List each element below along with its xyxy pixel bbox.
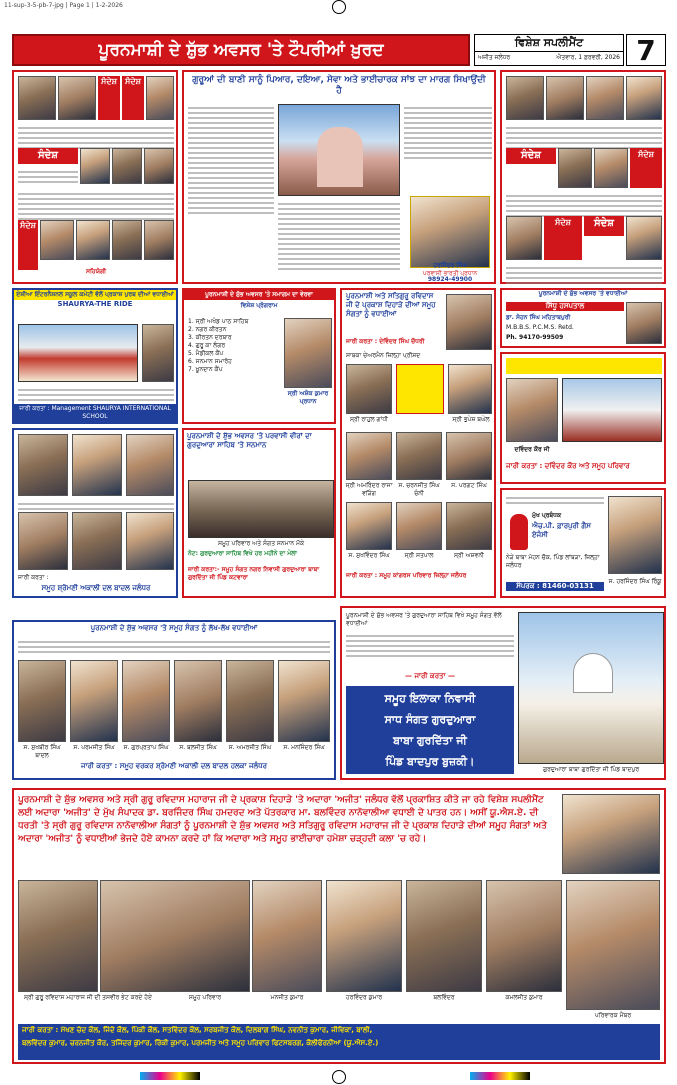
featured-portrait bbox=[410, 196, 490, 268]
right-sandesh-block bbox=[500, 70, 666, 284]
congress-heading: ਪੂਰਨਮਾਸ਼ੀ ਅਤੇ ਸਤਿਗੁਰੂ ਰਵਿਦਾਸ ਜੀ ਦੇ ਪ੍ਰਕਾਸ਼ ਦਿਹਾੜੇ ਦੀਆਂ ਸਮੂਹ ਸੰਗਤਾਂ ਨੂੰ ਵਧਾਈਆਂ bbox=[346, 292, 436, 318]
temple-photo bbox=[278, 104, 400, 196]
left-mid-block bbox=[12, 428, 178, 598]
portrait-photo bbox=[626, 76, 662, 120]
sangat-line: ਬਾਬਾ ਗੁਰਦਿੱਤਾ ਜੀ bbox=[393, 734, 467, 747]
featured-title: ਪਰਵਾਸੀ ਭਾਰਤੀ ਪ੍ਰਧਾਨ bbox=[422, 270, 478, 277]
portrait-photo bbox=[40, 220, 74, 260]
portrait-photo bbox=[72, 434, 122, 496]
sandesh-tag: ਸੰਦੇਸ਼ bbox=[122, 76, 144, 120]
portrait-photo bbox=[396, 502, 442, 550]
bottom-issuer-line: ਬਲਵਿੰਦਰ ਕੁਮਾਰ, ਚਰਨਜੀਤ ਕੌਰ, ਤਜਿੰਦਰ ਕੁਮਾਰ, ਰਿੰਕੀ ਕੁਮਾਰ, ਪਰਮਜੀਤ ਅਤੇ ਸਮੂਹ ਪਰਿਵਾਰ ਫਿਟਸਬਰਗ, ਕੈਲੀਫੋਰਨੀਆ (ਯੂ.ਐਸ.ਏ.) bbox=[22, 1039, 379, 1047]
sangat-issuer-box bbox=[346, 686, 514, 774]
portrait-photo bbox=[346, 364, 392, 414]
portrait-photo bbox=[446, 502, 492, 550]
sandesh-tag: ਸੰਦੇਸ਼ bbox=[630, 148, 662, 188]
sandesh-tag: ਸੰਦੇਸ਼ bbox=[18, 220, 38, 270]
portrait-photo bbox=[70, 660, 118, 742]
event-subheading: ਵਿਸ਼ੇਸ਼ ਪ੍ਰੋਗਰਾਮ bbox=[240, 302, 278, 309]
sangat-intro: ਪੂਰਨਮਾਸ਼ੀ ਦੇ ਸ਼ੁੱਭ ਅਵਸਰ 'ਤੇ ਗੁਰਦੁਆਰਾ ਸਾਹਿਬ ਵਿਖੇ ਸਮੂਹ ਸੰਗਤ ਵੱਲੋਂ ਵਧਾਈਆਂ bbox=[346, 612, 502, 627]
doctor-ad bbox=[500, 288, 666, 348]
story-text bbox=[278, 200, 400, 273]
portrait-caption: ਸ. ਗੁਰਪ੍ਰਤਾਪ ਸਿੰਘ bbox=[123, 744, 169, 751]
building-photo bbox=[562, 378, 662, 442]
portrait-caption: ਸ੍ਰੀ ਸਤਪਾਲ bbox=[404, 552, 434, 559]
gurdwara-photo bbox=[518, 612, 664, 764]
left-mid-footer: ਸਮੂਹ ਸ਼੍ਰੋਮਣੀ ਅਕਾਲੀ ਦਲ ਬਾਦਲ ਜਲੰਧਰ bbox=[41, 584, 151, 592]
portrait-caption: ਸ. ਪਰਗਟ ਸਿੰਘ bbox=[451, 482, 487, 489]
congress-greeting bbox=[340, 288, 496, 598]
right-mid-issuer: ਜਾਰੀ ਕਰਤਾ : ਦਵਿੰਦਰ ਕੌਰ ਅਤੇ ਸਮੂਹ ਪਰਿਵਾਰ bbox=[506, 462, 630, 470]
portrait-photo bbox=[72, 512, 122, 570]
portrait-photo bbox=[80, 148, 110, 184]
portrait-caption: ਸ. ਅਮਰਜੀਤ ਸਿੰਘ bbox=[228, 744, 272, 751]
portrait-caption: ਸ. ਬਲਜੀਤ ਸਿੰਘ bbox=[179, 744, 217, 751]
sandesh-tag: ਸੰਦੇਸ਼ bbox=[506, 148, 556, 164]
bottom-caption: ਕਮਲਜੀਤ ਕੁਮਾਰ bbox=[505, 994, 543, 1001]
portrait-photo bbox=[506, 216, 542, 260]
bottom-banner bbox=[12, 788, 666, 1064]
portrait-caption: ਸ. ਚਰਨਜੀਤ ਸਿੰਘ ਚੰਨੀ bbox=[398, 482, 440, 497]
school-building-photo bbox=[18, 324, 138, 382]
sangat-label: — ਜਾਰੀ ਕਰਤਾ — bbox=[405, 672, 455, 680]
portrait-caption: ਸ੍ਰੀ ਅਮਰਿੰਦਰ ਰਾਜਾ ਵੜਿੰਗ bbox=[345, 482, 393, 497]
partner-label: ਸਹਿਯੋਗੀ bbox=[86, 268, 106, 275]
portrait-photo bbox=[112, 220, 142, 260]
text-lines bbox=[346, 632, 514, 660]
text-lines bbox=[506, 264, 662, 287]
portrait-photo bbox=[142, 324, 174, 382]
center-story bbox=[182, 428, 336, 598]
school-ad bbox=[12, 288, 178, 424]
supplement-header bbox=[474, 34, 624, 66]
event-item: 2. ਨਗਰ ਕੀਰਤਨ bbox=[188, 326, 227, 333]
portrait-photo bbox=[144, 220, 174, 260]
gurdwara-dome bbox=[573, 653, 613, 693]
portrait-photo bbox=[326, 880, 402, 992]
gas-owner-name: ਸ. ਹਰਜਿੰਦਰ ਸਿੰਘ ਰਿੰਕੂ bbox=[608, 578, 662, 585]
portrait-photo bbox=[506, 76, 544, 120]
group-photo-caption: ਸਮੂਹ ਪਰਿਵਾਰ ਅਤੇ ਸੰਗਤ ਸਨਮਾਨ ਮੌਕੇ bbox=[217, 540, 305, 547]
sangat-line: ਸਮੂਹ ਇਲਾਕਾ ਨਿਵਾਸੀ bbox=[384, 692, 476, 705]
text-lines bbox=[18, 168, 78, 186]
portrait-photo bbox=[278, 660, 330, 742]
portrait-photo bbox=[76, 220, 110, 260]
text-lines bbox=[506, 494, 604, 507]
right-mid-caption: ਦਵਿੰਦਰ ਕੌਰ ਜੀ bbox=[514, 446, 550, 453]
portrait-photo bbox=[112, 148, 142, 184]
portrait-photo bbox=[546, 76, 584, 120]
print-slug: 11-sup-3-5-pb-7-jpg | Page 1 | 1-2-2026 bbox=[4, 2, 123, 9]
bottom-caption: ਪਰਿਵਾਰਕ ਮੈਂਬਰ bbox=[594, 1012, 632, 1019]
story-text bbox=[404, 104, 492, 162]
portrait-photo bbox=[406, 880, 482, 992]
sangat-line: ਸਾਧ ਸੰਗਤ ਗੁਰਦੁਆਰਾ bbox=[384, 713, 476, 726]
text-lines bbox=[18, 638, 330, 656]
bottom-caption: ਬਲਵਿੰਦਰ bbox=[433, 994, 455, 1001]
portrait-photo bbox=[446, 294, 492, 350]
event-item: 3. ਕੀਰਤਨ ਦਰਬਾਰ bbox=[188, 334, 232, 341]
portrait-photo bbox=[252, 880, 322, 992]
portrait-photo bbox=[126, 434, 174, 496]
issue-date: ਐਤਵਾਰ, 1 ਫ਼ਰਵਰੀ, 2026 bbox=[556, 54, 620, 61]
gas-owner-label: ਮੁੱਖ ਪ੍ਰਬੰਧਕ bbox=[532, 512, 562, 519]
masthead-title: ਪੂਰਨਮਾਸ਼ੀ ਦੇ ਸ਼ੁੱਭ ਅਵਸਰ 'ਤੇ ਟੌਪਰੀਆਂ ਖ਼ੁਰਦ bbox=[98, 40, 384, 60]
sandesh-tag: ਸੰਦੇਸ਼ bbox=[544, 216, 582, 260]
portrait-caption: ਸ੍ਰੀ ਭੁਪੇਸ਼ ਬਘੇਲ bbox=[452, 416, 490, 423]
event-photo bbox=[18, 880, 98, 992]
gas-agency-ad bbox=[500, 488, 666, 598]
event-items bbox=[188, 318, 282, 374]
portrait-caption: ਸ. ਪਰਮਜੀਤ ਸਿੰਘ bbox=[73, 744, 115, 751]
akali-block bbox=[12, 620, 336, 780]
doctor-phone: Ph. 94170-99509 bbox=[506, 334, 564, 341]
bottom-caption: ਮਨਜੀਤ ਕੁਮਾਰ bbox=[270, 994, 304, 1001]
sandesh-tag: ਸੰਦੇਸ਼ bbox=[18, 148, 78, 164]
portrait-photo bbox=[284, 318, 332, 388]
portrait-photo bbox=[396, 432, 442, 480]
guru-ravidas-portrait bbox=[562, 794, 660, 874]
page-number: 7 bbox=[626, 34, 666, 66]
portrait-photo bbox=[58, 76, 96, 120]
portrait-photo bbox=[594, 148, 628, 188]
event-item: 6. ਸਨਮਾਨ ਸਮਾਰੋਹ bbox=[188, 358, 232, 365]
portrait-photo bbox=[448, 364, 492, 414]
doctor-name: ਡਾ. ਸੋਹਨ ਸਿੰਘ ਮਹਿਤਾਬਪੁਰੀ bbox=[506, 314, 571, 321]
gas-address: ਨੇੜੇ ਬਾਬਾ ਮੋਹਨ ਚੌਕ, ਪਿੰਡ ਲਾਂਬੜਾ, ਜ਼ਿਲ੍ਹਾ ਜਲੰਧਰ bbox=[506, 554, 600, 569]
school-footer: ਜਾਰੀ ਕਰਤਾ : Management SHAURYA INTERNATIONAL SCHOOL bbox=[14, 404, 176, 422]
portrait-photo bbox=[558, 148, 592, 188]
featured-phone: 98924-49900 bbox=[427, 276, 473, 283]
portrait-photo bbox=[18, 512, 68, 570]
center-headline: ਪੂਰਨਮਾਸ਼ੀ ਦੇ ਸ਼ੁੱਭ ਅਵਸਰ 'ਤੇ ਪਰਵਾਸੀ ਵੀਰਾਂ ਦਾ ਗੁਰਦੁਆਰਾ ਸਾਹਿਬ 'ਤੇ ਸਨਮਾਨ bbox=[187, 432, 312, 449]
portrait-photo bbox=[226, 660, 274, 742]
portrait-photo bbox=[18, 660, 66, 742]
story-text bbox=[188, 104, 274, 217]
portrait-photo bbox=[126, 512, 174, 570]
text-lines bbox=[18, 386, 174, 404]
event-item: 5. ਮੈਡੀਕਲ ਕੈਂਪ bbox=[188, 350, 224, 357]
portrait-photo bbox=[586, 76, 624, 120]
bottom-issuer-line: ਜਾਰੀ ਕਰਤਾ : ਮੱਖਣ ਚੰਦ ਕੌਲ, ਜਿੰਦੋ ਕੌਲ, ਪਿੰਕੀ ਕੌਲ, ਸਤਵਿੰਦਰ ਕੌਲ, ਸਰਬਜੀਤ ਕੌਲ, ਦਿਲਬਾਗ ਸਿੰਘ, ਨਵਨੀਤ ਕੁਮਾਰ, ਜੀਵਿਕਾ, ਬਾਲੀ, bbox=[22, 1026, 373, 1034]
portrait-photo bbox=[18, 434, 68, 496]
doctor-heading: ਪੂਰਨਮਾਸ਼ੀ ਦੇ ਸ਼ੁੱਭ ਅਵਸਰ 'ਤੇ ਵਧਾਈਆਂ bbox=[538, 290, 628, 297]
gas-cylinder-icon bbox=[510, 514, 528, 550]
akali-footer: ਜਾਰੀ ਕਰਤਾ : ਸਮੂਹ ਵਰਕਰ ਸ਼੍ਰੋਮਣੀ ਅਕਾਲੀ ਦਲ ਬਾਦਲ ਹਲਕਾ ਜਲੰਧਰ bbox=[80, 762, 268, 770]
center-issuer: ਜਾਰੀ ਕਰਤਾ:- ਸਮੂਹ ਸੰਗਤ ਨਗਰ ਨਿਵਾਸੀ ਗੁਰਦੁਆਰਾ ਬਾਬਾ ਗੁਰਦਿੱਤਾ ਜੀ ਪਿੰਡ ਕਟਵਾਰਾ bbox=[188, 566, 320, 581]
portrait-photo bbox=[346, 502, 392, 550]
portrait-caption: ਸ. ਸੁਖਵਿੰਦਰ ਸਿੰਘ bbox=[348, 552, 390, 559]
portrait-photo bbox=[18, 76, 56, 120]
akali-heading: ਪੂਰਨਮਾਸ਼ੀ ਦੇ ਸ਼ੁੱਭ ਅਵਸਰ 'ਤੇ ਸਮੂਹ ਸੰਗਤ ਨੂੰ ਲੱਖ-ਲੱਖ ਵਧਾਈਆਂ bbox=[90, 624, 258, 632]
portrait-photo bbox=[446, 432, 492, 480]
portrait-photo bbox=[122, 660, 170, 742]
bottom-banner-text: ਪੂਰਨਮਾਸ਼ੀ ਦੇ ਸ਼ੁੱਭ ਅਵਸਰ ਅਤੇ ਸ੍ਰੀ ਗੁਰੂ ਰਵਿਦਾਸ ਮਹਾਰਾਜ ਜੀ ਦੇ ਪ੍ਰਕਾਸ਼ ਦਿਹਾੜੇ 'ਤੇ ਅਦਾਰਾ 'ਅਜੀਤ' ਜਲੰਧਰ ਵੱਲੋਂ ਪ੍ਰਕਾਸ਼ਿਤ ਕੀਤੇ ਜਾ ਰਹੇ ਵਿਸ਼ੇਸ਼ ਸਪਲੀਮੈਂਟ ਲਈ ਅਦਾਰਾ 'ਅਜੀਤ' ਦੇ ਮੁੱਖ ਸੰਪਾਦਕ ਡਾ. ਬਰਜਿੰਦਰ ਸਿੰਘ ਹਮਦਰਦ ਅਤੇ ਪੱਤਰਕਾਰ ਮਾ. ਬਲਵਿੰਦਰ ਨਾਨੋਵਾਲੀਆ ਵਧਾਈ ਦੇ ਪਾਤਰ ਹਨ। ਅਸੀਂ ਯੂ.ਐਸ.ਏ. ਦੀ ਧਰਤੀ 'ਤੇ ਸ੍ਰੀ ਗੁਰੂ ਰਵਿਦਾਸ ਨਾਨੋਵਾਲੀਆ ਸੰਗਤਾਂ ਨੂੰ ਪੂਰਨਮਾਸ਼ੀ ਦੇ ਸ਼ੁੱਭ ਅਵਸਰ ਅਤੇ ਸਤਿਗੁਰੂ ਰਵਿਦਾਸ ਮਹਾਰਾਜ ਜੀ ਦੇ ਪ੍ਰਕਾਸ਼ ਦਿਹਾੜੇ ਦੀਆਂ ਸਮੂਹ ਸੰਗਤਾਂ ਅਤੇ ਅਦਾਰਾ 'ਅਜੀਤ' ਨੂੰ ਵਧਾਈਆਂ ਭੇਜਦੇ ਹੋਏ ਕਾਮਨਾ ਕਰਦੇ ਹਾਂ ਕਿ ਅਦਾਰਾ ਅਤੇ ਸਮੂਹ ਭਾਈਚਾਰਾ ਹਮੇਸ਼ਾ ਚੜ੍ਹਦੀ ਕਲਾ 'ਚ ਰਹੇ। bbox=[18, 795, 547, 844]
doctor-degree: M.B.B.S. P.C.M.S. Retd. bbox=[506, 324, 574, 331]
right-mid-block bbox=[500, 352, 666, 484]
portrait-photo bbox=[146, 76, 174, 120]
gas-agency-name: ਐਚ.ਪੀ. ਫ਼ਾਰਪੁਰੀ ਗੈਸ ਏਜੰਸੀ bbox=[532, 522, 591, 539]
right-mid-banner bbox=[506, 358, 662, 374]
event-item: 7. ਖ਼ੂਨਦਾਨ ਕੈਂਪ bbox=[188, 366, 223, 373]
portrait-caption: ਸ੍ਰੀ ਅਸ਼ਵਨੀ bbox=[454, 552, 484, 559]
event-heading: ਪੂਰਨਮਾਸ਼ੀ ਦੇ ਸ਼ੁੱਭ ਅਵਸਰ 'ਤੇ ਸਮਾਗਮ ਦਾ ਵੇਰਵਾ bbox=[184, 290, 334, 300]
left-sandesh-block bbox=[12, 70, 178, 284]
portrait-caption: ਸ. ਸੁਖਬੀਰ ਸਿੰਘ ਬਾਦਲ bbox=[23, 744, 61, 759]
left-mid-caption: ਜਾਰੀ ਕਰਤਾ : bbox=[18, 574, 49, 581]
group-photo bbox=[188, 480, 334, 538]
gurdwara-caption: ਗੁਰਦੁਆਰਾ ਬਾਬਾ ਗੁਰਦਿੱਤਾ ਜੀ ਪਿੰਡ ਬਾਦਪੁਰ bbox=[542, 766, 640, 773]
event-item: 1. ਸ੍ਰੀ ਅਖੰਡ ਪਾਠ ਸਾਹਿਬ bbox=[188, 318, 249, 325]
event-person-caption: ਸ੍ਰੀ ਅਸ਼ੋਕ ਕੁਮਾਰ ਪ੍ਰਧਾਨ bbox=[287, 390, 329, 405]
congress-slogan-box bbox=[396, 364, 444, 414]
portrait-photo bbox=[144, 148, 174, 184]
paper-name: ਅਜੀਤ ਜਲੰਧਰ bbox=[478, 54, 511, 61]
color-calibration-strip bbox=[470, 1072, 530, 1080]
sandesh-tag: ਸੰਦੇਸ਼ bbox=[584, 216, 624, 236]
portrait-photo bbox=[608, 496, 662, 574]
featured-name: ਹਰਜਿੰਦਰ ਸਿੰਘ bbox=[433, 262, 467, 269]
family-group-photo bbox=[100, 880, 250, 992]
bottom-caption: ਸ੍ਰੀ ਗੁਰੂ ਰਵਿਦਾਸ ਮਹਾਰਾਜ ਜੀ ਦੀ ਤਸਵੀਰ ਭੇਟ ਕਰਦੇ ਹੋਏ bbox=[24, 994, 152, 1001]
school-name: SHAURYA-THE RIDE bbox=[57, 300, 133, 308]
sangat-line: ਪਿੰਡ ਬਾਦਪੁਰ ਬੁਜ਼ਕੀ। bbox=[385, 755, 475, 768]
congress-footer: ਜਾਰੀ ਕਰਤਾ : ਸਮੂਹ ਕਾਂਗਰਸ ਪਰਿਵਾਰ ਜ਼ਿਲ੍ਹਾ ਜਲੰਧਰ bbox=[346, 572, 467, 579]
bottom-caption: ਹਰਵਿੰਦਰ ਕੁਮਾਰ bbox=[345, 994, 383, 1001]
masthead-banner bbox=[12, 34, 470, 66]
color-calibration-strip bbox=[140, 1072, 200, 1080]
event-item: 4. ਗੁਰੂ ਕਾ ਲੰਗਰ bbox=[188, 342, 226, 349]
temple-dome bbox=[317, 127, 363, 187]
portrait-photo bbox=[626, 216, 662, 260]
family-portrait bbox=[566, 880, 660, 1010]
gas-phone: ਸੰਪਰਕ : 81460-03131 bbox=[506, 582, 604, 591]
portrait-caption: ਸ. ਮਨਜਿੰਦਰ ਸਿੰਘ bbox=[283, 744, 325, 751]
portrait-photo bbox=[486, 880, 562, 992]
event-list-box bbox=[182, 288, 336, 424]
portrait-photo bbox=[174, 660, 222, 742]
center-note: ਨੋਟ: ਗੁਰਦੁਆਰਾ ਸਾਹਿਬ ਵਿਖੇ ਹਰ ਮਹੀਨੇ ਦਾ ਮੇਲਾ bbox=[188, 550, 298, 557]
school-heading: ਏਸ਼ੀਆ ਇੰਟਰਨੈਸ਼ਨਲ ਸਕੂਲ ਕਮੇਟੀ ਵੱਲੋਂ ਪ੍ਰਕਾਸ਼ ਪੁਰਬ ਦੀਆਂ ਵਧਾਈਆਂ bbox=[14, 290, 176, 300]
registration-mark-bottom bbox=[332, 1070, 346, 1084]
bottom-issuer-bar bbox=[18, 1024, 660, 1060]
bottom-caption: ਸਮੂਹ ਪਰਿਵਾਰ bbox=[188, 994, 222, 1001]
portrait-caption: ਸ੍ਰੀ ਰਾਹੁਲ ਗਾਂਧੀ bbox=[350, 416, 388, 423]
sangat-block bbox=[340, 606, 666, 780]
top-headline: ਗੁਰੂਆਂ ਦੀ ਬਾਣੀ ਸਾਨੂੰ ਪਿਆਰ, ਦਇਆ, ਸੇਵਾ ਅਤੇ ਭਾਈਚਾਰਕ ਸਾਂਝ ਦਾ ਮਾਰਗ ਸਿਖਾਉਂਦੀ ਹੈ bbox=[192, 75, 486, 96]
text-lines bbox=[18, 190, 174, 223]
congress-society: ਸਾਬਕਾ ਚੇਅਰਮੈਨ ਜ਼ਿਲ੍ਹਾ ਪ੍ਰੀਸ਼ਦ bbox=[346, 352, 421, 359]
portrait-photo bbox=[506, 378, 558, 442]
clinic-name: ਸਿੱਧੂ ਹਸਪਤਾਲ bbox=[506, 302, 624, 311]
top-center-story bbox=[182, 70, 496, 284]
sandesh-tag: ਸੰਦੇਸ਼ bbox=[98, 76, 120, 120]
supplement-label: ਵਿਸ਼ੇਸ਼ ਸਪਲੀਮੈਂਟ bbox=[514, 36, 584, 49]
portrait-photo bbox=[626, 302, 662, 344]
registration-mark-top bbox=[332, 0, 346, 14]
congress-issuer: ਜਾਰੀ ਕਰਤਾ : ਦੇਵਿੰਦਰ ਸਿੰਘ ਚੌਧਰੀ bbox=[346, 338, 425, 345]
portrait-photo bbox=[346, 432, 392, 480]
